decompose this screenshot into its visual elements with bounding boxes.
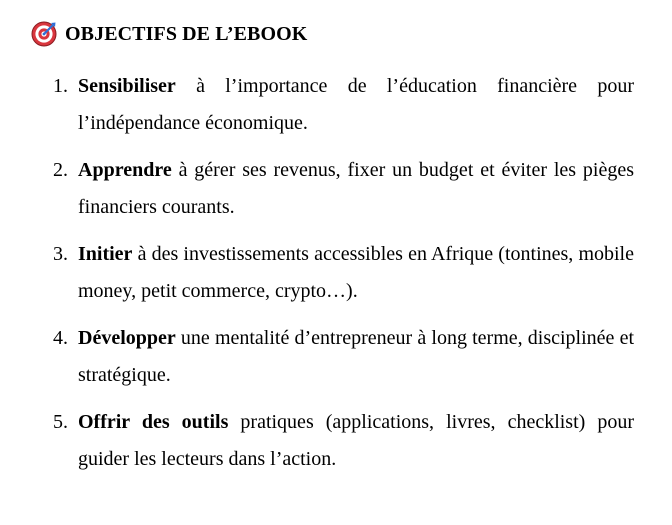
- list-item-number: 1.: [53, 75, 68, 97]
- list-item-text: une mentalité d’entrepreneur à long terme, disciplinée et stratégique.: [78, 327, 634, 386]
- objectives-list: [0, 68, 672, 488]
- list-item-lead: Initier: [78, 243, 133, 265]
- list-item-lead: Sensibiliser: [78, 75, 176, 97]
- list-item-body: [78, 152, 634, 226]
- list-item: [0, 236, 672, 310]
- list-item-text: à gérer ses revenus, fixer un budget et éviter les pièges financiers courants.: [78, 159, 634, 218]
- list-item-body: [78, 68, 634, 142]
- list-item-lead: Développer: [78, 327, 176, 349]
- list-item-body: [78, 236, 634, 310]
- list-item: [0, 152, 672, 226]
- list-item: [0, 404, 672, 478]
- target-bullseye-icon: [31, 21, 57, 47]
- section-heading: [31, 20, 307, 48]
- list-item-text: à des investissements accessibles en Afrique (tontines, mobile money, petit commerce, crypto…).: [78, 243, 634, 302]
- list-item-body: [78, 320, 634, 394]
- list-item-text: pratiques (applications, livres, checklist) pour guider les lecteurs dans l’action.: [78, 411, 635, 470]
- list-item-number: 3.: [53, 243, 68, 265]
- list-item-number: 4.: [53, 327, 68, 349]
- list-item-lead: Offrir des outils: [78, 411, 229, 433]
- list-item: [0, 68, 672, 142]
- list-item: [0, 320, 672, 394]
- list-item-body: [78, 404, 634, 478]
- list-item-number: 5.: [53, 411, 68, 433]
- list-item-number: 2.: [53, 159, 68, 181]
- list-item-text: à l’importance de l’éducation financière pour l’indépendance économique.: [78, 75, 634, 134]
- page-title: OBJECTIFS DE L’EBOOK: [65, 22, 308, 45]
- list-item-lead: Apprendre: [78, 159, 172, 181]
